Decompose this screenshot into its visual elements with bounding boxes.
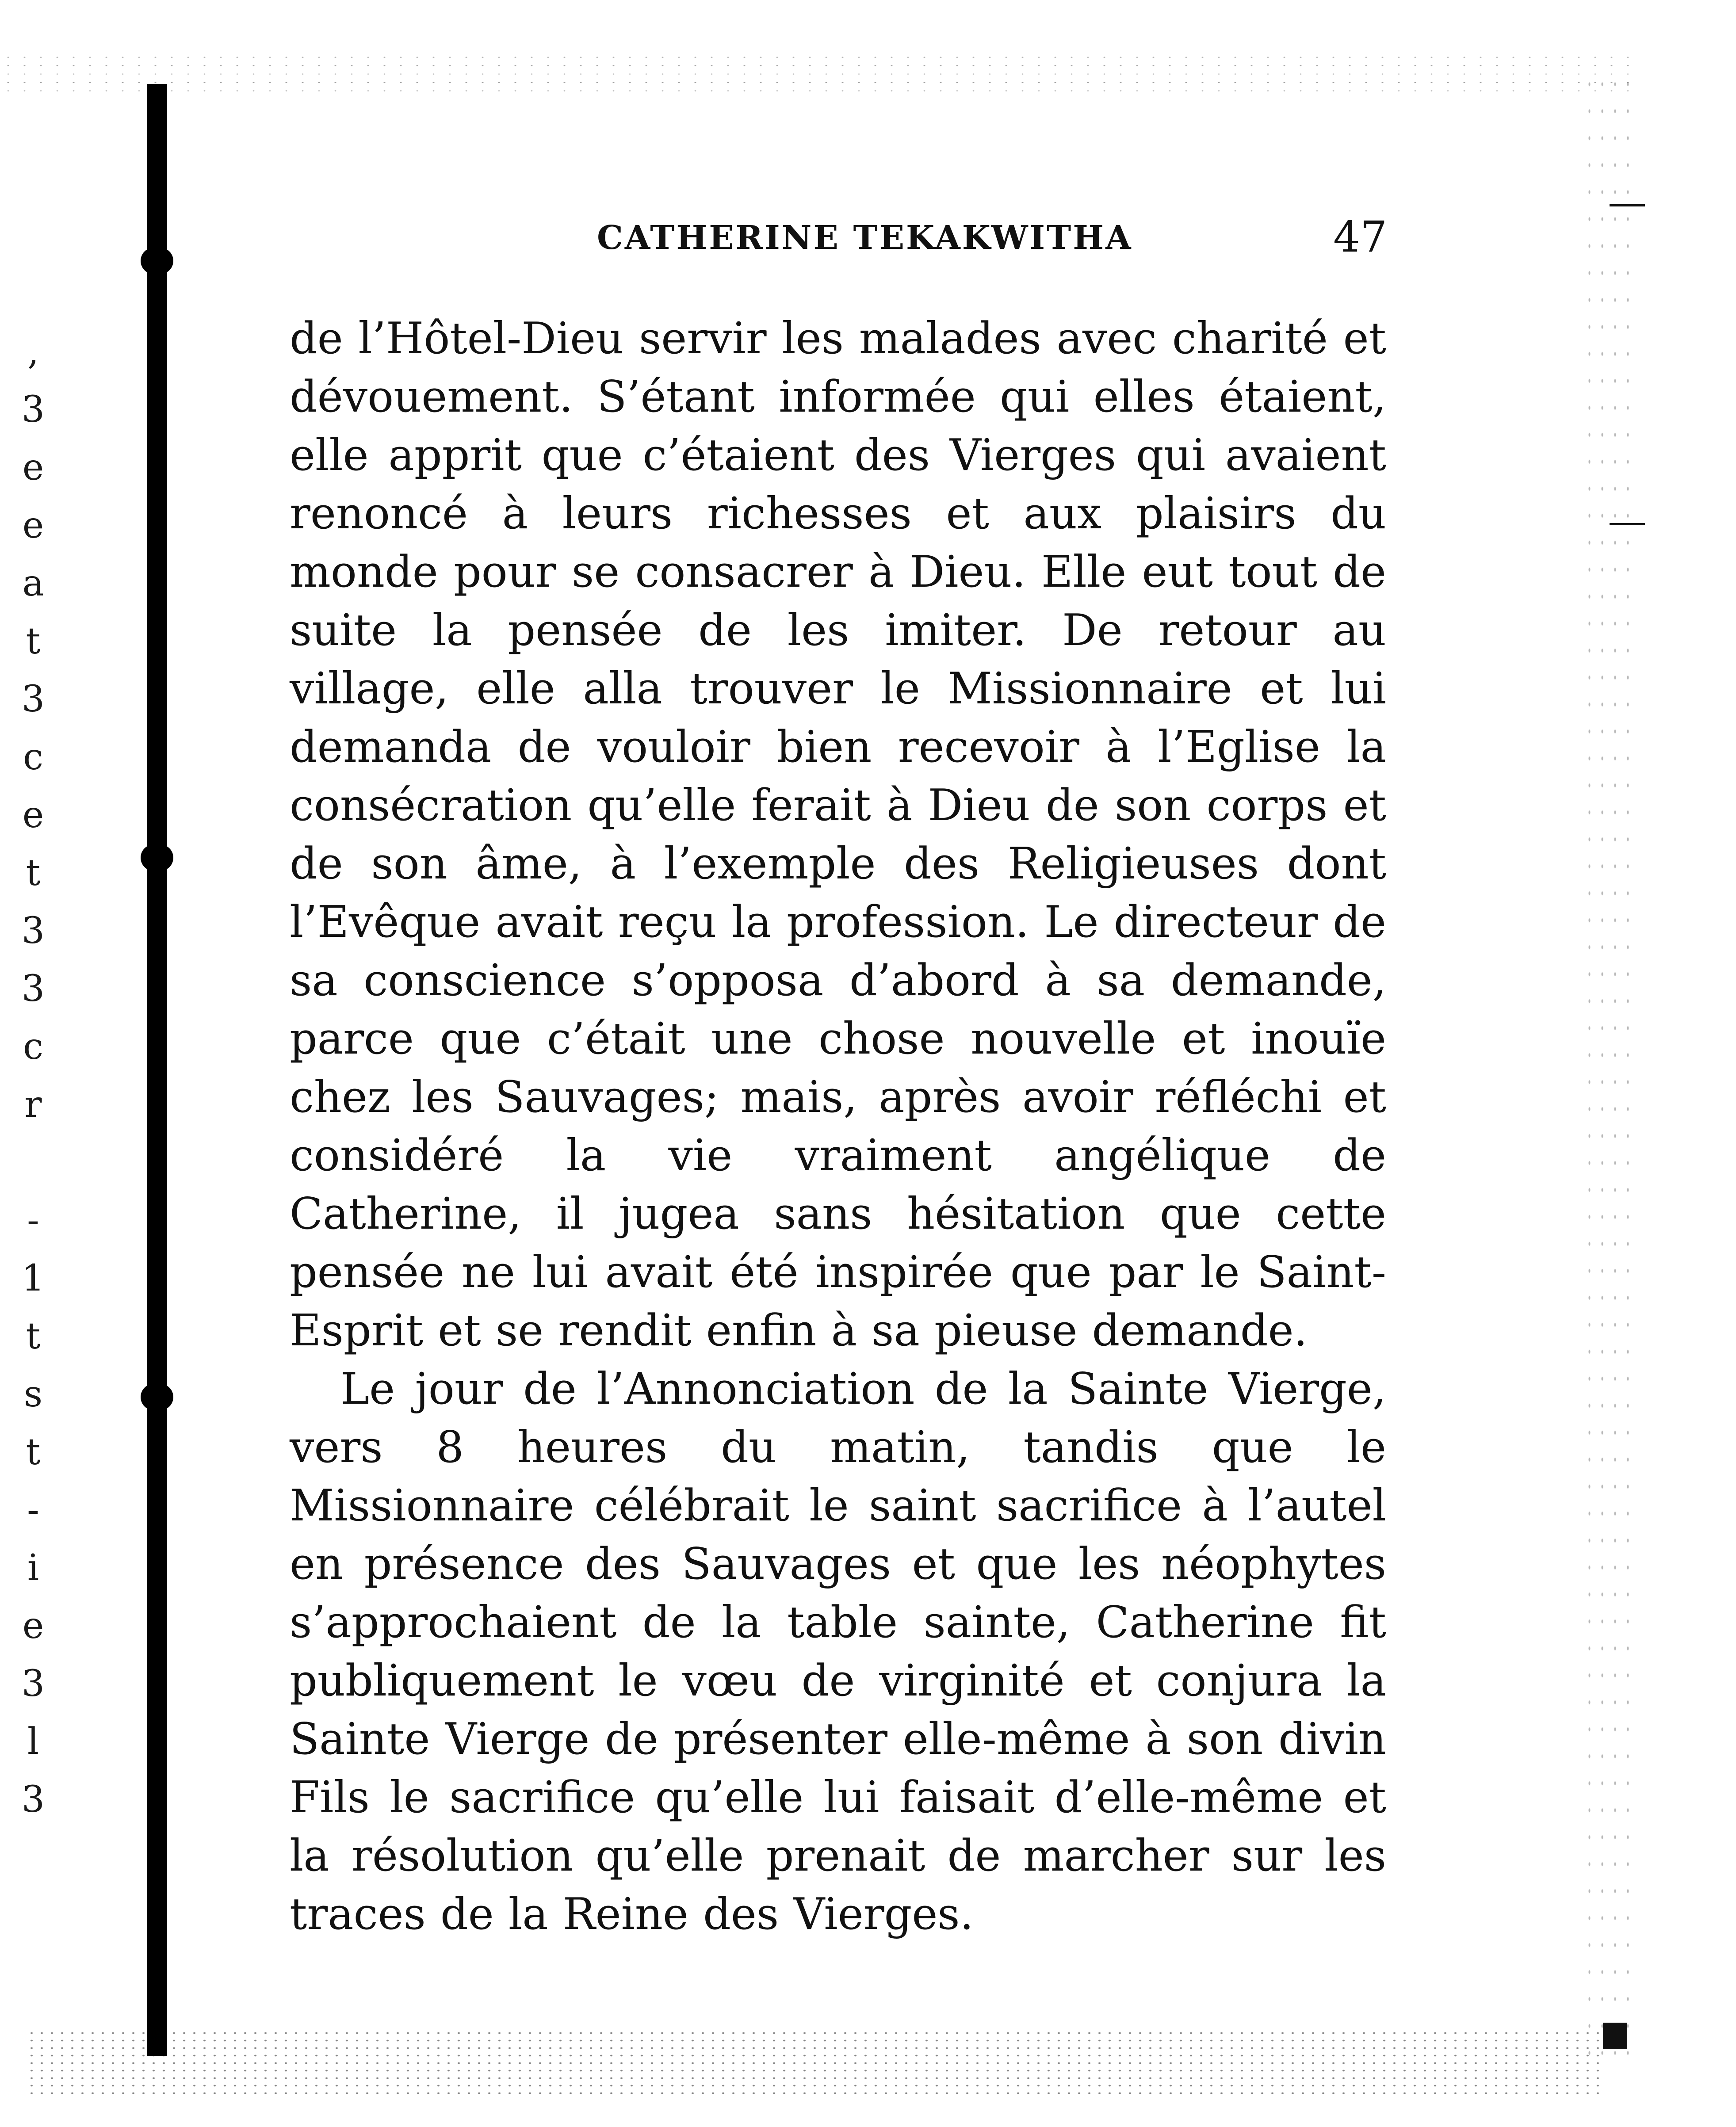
bleed-character: r [24,1084,42,1126]
running-head: CATHERINE TEKAKWITHA [597,219,1133,257]
bleed-character: t [26,852,41,894]
text-block [290,309,1386,1944]
binding-bar [147,84,167,2056]
bleed-character: t [26,1315,41,1357]
bleed-character: 3 [21,389,45,431]
bleed-character: , [27,331,39,373]
bleed-character: t [26,1431,41,1473]
bleed-character: 3 [21,1663,45,1705]
bleed-character: l [27,1721,39,1763]
paragraph: Le jour de l’Annonciation de la Sainte Vierge, vers 8 heures du matin, tandis que le Missionnaire célébrait le saint sacrifice à l’autel en présence des Sauvages et que les néophytes s’approchaient de la table sainte, Catherine fit publiquement le vœu de virginité et conjura la Sainte Vierge de présenter elle-même à son divin Fils le sacrifice qu’elle lui faisait d’elle-même et la résolution qu’elle prenait de marcher sur les traces de la Reine des Vierges. [290,1364,1386,1940]
bleed-character: s [23,1373,43,1415]
bleed-through-column [9,323,57,1829]
bleed-character: e [22,447,44,489]
binding-knob [141,1384,173,1410]
scan-noise-top [0,53,1636,93]
bleed-character: c [23,1026,43,1068]
bleed-character: i [27,1547,39,1589]
bleed-character: 1 [21,1257,45,1299]
bleed-character: 3 [21,678,45,720]
bleed-character: 3 [21,1779,45,1821]
page-number: 47 [1333,212,1388,262]
bleed-character: a [22,562,44,604]
binding-knob [141,844,173,871]
bleed-character: 3 [21,910,45,952]
bleed-character: e [22,1605,44,1647]
corner-mark [1603,2023,1627,2049]
right-edge-mark [1610,523,1645,525]
bleed-character: e [22,504,44,546]
scan-noise-right [1583,71,1636,2060]
bleed-character: t [26,620,41,662]
bleed-character: e [22,794,44,836]
bleed-character [9,1134,57,1191]
binding-knob [141,248,173,274]
paragraph: de l’Hôtel-Dieu servir les malades avec charité et dévouement. S’étant informée qui elles étaient, elle apprit que c’étaient des Vierges qui avaient renoncé à leurs richesses et aux plaisirs du monde pour se consacrer à Dieu. Elle eut tout de suite la pensée de les imiter. De retour au village, elle alla trouver le Missionnaire et lui demanda de vouloir bien recevoir à l’Eglise la consécration qu’elle ferait à Dieu de son corps et de son âme, à l’exemple des Religieuses dont l’Evêque avait reçu la profession. Le directeur de sa conscience s’opposa d’abord à sa demande, parce que c’était une chose nouvelle et inouïe chez les Sauvages; mais, après avoir réfléchi et considéré la vie vraiment angélique de Catherine, il jugea sans hésitation que cette pensée ne lui avait été inspirée que par le Saint-Esprit et se rendit enfin à sa pieuse demande. [290,313,1386,1356]
bleed-character: c [23,736,43,778]
scan-noise-bottom [27,2029,1601,2096]
right-edge-mark [1610,204,1645,206]
bleed-character: - [27,1199,39,1241]
bleed-character: 3 [21,968,45,1010]
bleed-character: - [27,1489,39,1531]
